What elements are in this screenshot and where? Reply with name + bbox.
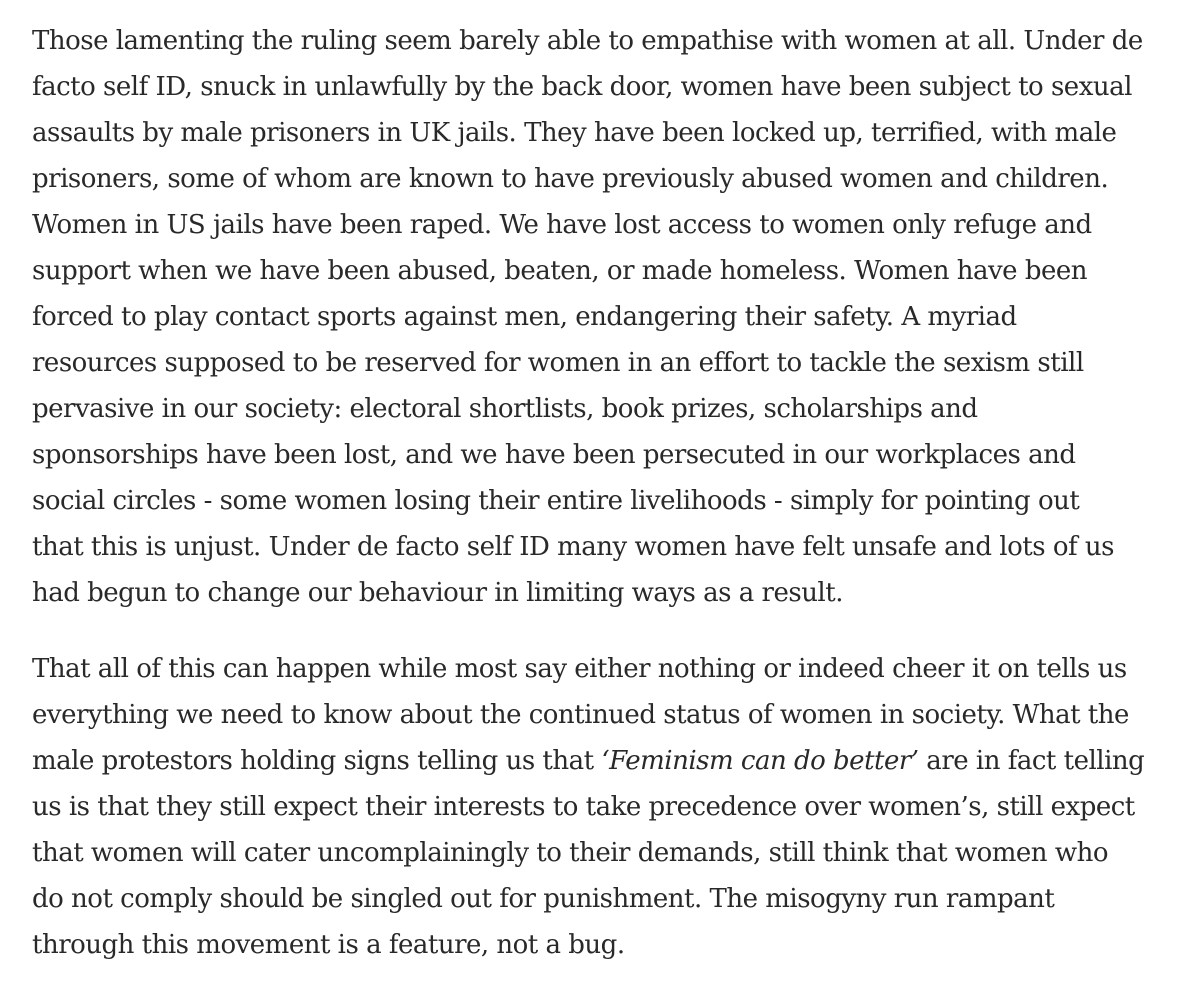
paragraph-2 [32,646,1172,968]
text-segment: male protestors holding signs telling us that [32,746,602,776]
article-body [32,18,1172,968]
text-line: assaults by male prisoners in UK jails. They have been locked up, terrified, with male [32,118,1117,148]
text-line: support when we have been abused, beaten, or made homeless. Women have been [32,256,1087,286]
text-line: prisoners, some of whom are known to have previously abused women and children. [32,164,1109,194]
text-line: resources supposed to be reserved for women in an effort to tackle the sexism still [32,348,1084,378]
text-line: forced to play contact sports against men, endangering their safety. A myriad [32,302,1017,332]
text-line: do not comply should be singled out for punishment. The misogyny run rampant [32,884,1055,914]
text-line: Women in US jails have been raped. We have lost access to women only refuge and [32,210,1092,240]
text-line: pervasive in our society: electoral shortlists, book prizes, scholarships and [32,394,978,424]
text-segment: are in fact telling [918,746,1145,776]
text-line: social circles - some women losing their entire livelihoods - simply for pointing out [32,486,1080,516]
text-line: facto self ID, snuck in unlawfully by the back door, women have been subject to sexual [32,72,1132,102]
text-line: us is that they still expect their interests to take precedence over women’s, still expect [32,792,1135,822]
text-line: had begun to change our behaviour in limiting ways as a result. [32,578,843,608]
text-line: that women will cater uncomplainingly to their demands, still think that women who [32,838,1108,868]
quoted-sign-text: ‘Feminism can do better’ [601,746,919,776]
paragraph-1 [32,18,1172,616]
text-line: sponsorships have been lost, and we have been persecuted in our workplaces and [32,440,1076,470]
text-line: Those lamenting the ruling seem barely able to empathise with women at all. Under de [32,26,1143,56]
text-line: everything we need to know about the continued status of women in society. What the [32,700,1129,730]
text-line: that this is unjust. Under de facto self ID many women have felt unsafe and lots of us [32,532,1114,562]
text-line: That all of this can happen while most say either nothing or indeed cheer it on tells us [32,654,1127,684]
text-line: through this movement is a feature, not a bug. [32,930,625,960]
text-line [32,738,1172,784]
